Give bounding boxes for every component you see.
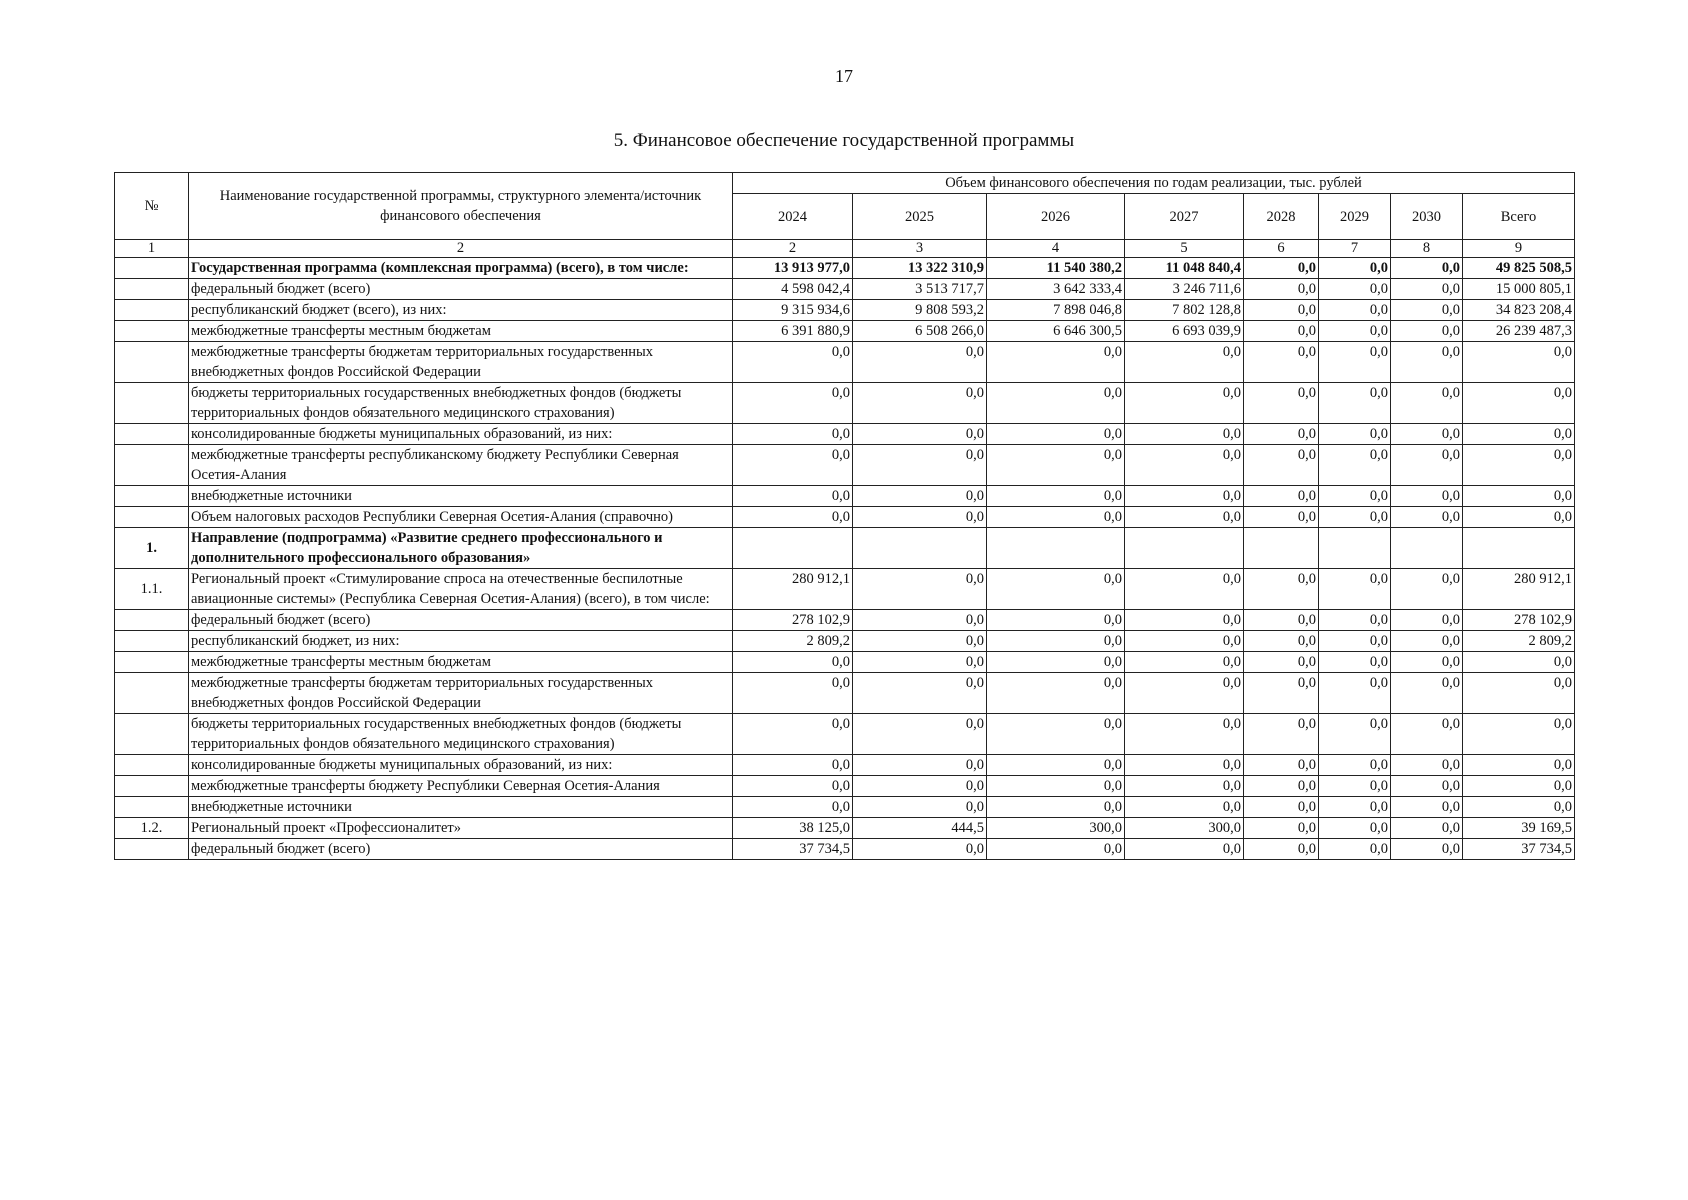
row-value: 0,0 bbox=[1463, 652, 1575, 673]
row-value: 0,0 bbox=[1391, 652, 1463, 673]
row-number bbox=[115, 631, 189, 652]
row-value: 300,0 bbox=[987, 818, 1125, 839]
row-value: 13 913 977,0 bbox=[733, 258, 853, 279]
table-row bbox=[115, 300, 1575, 321]
row-value: 0,0 bbox=[987, 383, 1125, 424]
row-value: 0,0 bbox=[1244, 797, 1319, 818]
row-value: 0,0 bbox=[1463, 776, 1575, 797]
row-value: 278 102,9 bbox=[1463, 610, 1575, 631]
row-name: межбюджетные трансферты бюджетам территориальных государственных внебюджетных фондов Российской Федерации bbox=[189, 673, 733, 714]
header-no: № bbox=[115, 173, 189, 240]
table-row bbox=[115, 424, 1575, 445]
row-number bbox=[115, 424, 189, 445]
row-number: 1.2. bbox=[115, 818, 189, 839]
row-value: 0,0 bbox=[1244, 300, 1319, 321]
row-value bbox=[1244, 528, 1319, 569]
row-name: Государственная программа (комплексная программа) (всего), в том числе: bbox=[189, 258, 733, 279]
row-value: 4 598 042,4 bbox=[733, 279, 853, 300]
row-value: 0,0 bbox=[1463, 797, 1575, 818]
row-value: 0,0 bbox=[1244, 569, 1319, 610]
row-value: 0,0 bbox=[1391, 424, 1463, 445]
row-value: 0,0 bbox=[1244, 507, 1319, 528]
row-value: 0,0 bbox=[1463, 342, 1575, 383]
row-value: 0,0 bbox=[1319, 258, 1391, 279]
row-value: 0,0 bbox=[853, 714, 987, 755]
table-row bbox=[115, 631, 1575, 652]
column-number: 2 bbox=[733, 240, 853, 258]
financing-table bbox=[114, 172, 1575, 860]
table-row bbox=[115, 714, 1575, 755]
header-name: Наименование государственной программы, структурного элемента/источник финансового обеспечения bbox=[189, 173, 733, 240]
table-row bbox=[115, 486, 1575, 507]
row-value: 26 239 487,3 bbox=[1463, 321, 1575, 342]
row-value: 3 246 711,6 bbox=[1125, 279, 1244, 300]
row-value: 0,0 bbox=[853, 673, 987, 714]
column-number: 7 bbox=[1319, 240, 1391, 258]
row-value: 0,0 bbox=[733, 755, 853, 776]
row-value: 0,0 bbox=[1391, 486, 1463, 507]
row-value: 0,0 bbox=[733, 714, 853, 755]
row-value: 0,0 bbox=[1244, 279, 1319, 300]
row-name: Объем налоговых расходов Республики Северная Осетия-Алания (справочно) bbox=[189, 507, 733, 528]
row-value: 0,0 bbox=[987, 776, 1125, 797]
row-value: 0,0 bbox=[1125, 610, 1244, 631]
row-value: 0,0 bbox=[733, 652, 853, 673]
row-value: 6 693 039,9 bbox=[1125, 321, 1244, 342]
row-value: 0,0 bbox=[853, 839, 987, 860]
row-number bbox=[115, 300, 189, 321]
table-row bbox=[115, 839, 1575, 860]
row-value: 0,0 bbox=[987, 507, 1125, 528]
row-number bbox=[115, 776, 189, 797]
row-value: 0,0 bbox=[1463, 507, 1575, 528]
table-row bbox=[115, 279, 1575, 300]
row-value: 0,0 bbox=[853, 569, 987, 610]
column-number: 1 bbox=[115, 240, 189, 258]
row-name: бюджеты территориальных государственных внебюджетных фондов (бюджеты территориальных фондов обязательного медицинского страхования) bbox=[189, 383, 733, 424]
row-name: Направление (подпрограмма) «Развитие среднего профессионального и дополнительного профессионального образования» bbox=[189, 528, 733, 569]
row-name: федеральный бюджет (всего) bbox=[189, 610, 733, 631]
row-value: 0,0 bbox=[1244, 342, 1319, 383]
row-value: 0,0 bbox=[1244, 610, 1319, 631]
row-value: 0,0 bbox=[1463, 383, 1575, 424]
row-number bbox=[115, 321, 189, 342]
row-value: 9 315 934,6 bbox=[733, 300, 853, 321]
header-year: 2030 bbox=[1391, 194, 1463, 240]
row-value: 0,0 bbox=[1319, 714, 1391, 755]
row-value: 0,0 bbox=[853, 797, 987, 818]
row-value: 0,0 bbox=[1391, 776, 1463, 797]
page-title: 5. Финансовое обеспечение государственной программы bbox=[613, 130, 1075, 151]
row-value: 0,0 bbox=[987, 652, 1125, 673]
row-value: 0,0 bbox=[1391, 445, 1463, 486]
row-number bbox=[115, 383, 189, 424]
row-value: 0,0 bbox=[853, 507, 987, 528]
row-value: 0,0 bbox=[1125, 652, 1244, 673]
row-value: 0,0 bbox=[733, 673, 853, 714]
row-value: 6 646 300,5 bbox=[987, 321, 1125, 342]
row-value: 0,0 bbox=[1391, 755, 1463, 776]
row-value: 0,0 bbox=[853, 776, 987, 797]
row-value: 0,0 bbox=[853, 755, 987, 776]
row-value: 0,0 bbox=[1125, 776, 1244, 797]
column-number: 9 bbox=[1463, 240, 1575, 258]
row-value: 0,0 bbox=[1319, 300, 1391, 321]
row-value: 0,0 bbox=[1319, 424, 1391, 445]
row-number bbox=[115, 486, 189, 507]
row-value: 0,0 bbox=[1391, 714, 1463, 755]
row-value: 0,0 bbox=[1244, 652, 1319, 673]
column-number: 6 bbox=[1244, 240, 1319, 258]
row-value: 0,0 bbox=[1319, 797, 1391, 818]
header-year: 2028 bbox=[1244, 194, 1319, 240]
row-value: 0,0 bbox=[1125, 424, 1244, 445]
row-value bbox=[1391, 528, 1463, 569]
row-number bbox=[115, 839, 189, 860]
row-value: 0,0 bbox=[1244, 714, 1319, 755]
row-value: 0,0 bbox=[853, 652, 987, 673]
row-value: 49 825 508,5 bbox=[1463, 258, 1575, 279]
row-name: федеральный бюджет (всего) bbox=[189, 279, 733, 300]
row-value: 0,0 bbox=[1319, 631, 1391, 652]
row-value: 0,0 bbox=[1391, 321, 1463, 342]
row-value: 39 169,5 bbox=[1463, 818, 1575, 839]
row-value: 0,0 bbox=[987, 673, 1125, 714]
row-value: 278 102,9 bbox=[733, 610, 853, 631]
row-value: 0,0 bbox=[1319, 569, 1391, 610]
table-row bbox=[115, 652, 1575, 673]
row-number bbox=[115, 797, 189, 818]
column-number: 8 bbox=[1391, 240, 1463, 258]
row-value: 0,0 bbox=[1391, 673, 1463, 714]
row-value: 0,0 bbox=[1244, 755, 1319, 776]
row-value: 0,0 bbox=[1125, 486, 1244, 507]
table-row bbox=[115, 776, 1575, 797]
row-name: бюджеты территориальных государственных внебюджетных фондов (бюджеты территориальных фондов обязательного медицинского страхования) bbox=[189, 714, 733, 755]
row-value: 0,0 bbox=[1391, 797, 1463, 818]
row-value: 3 642 333,4 bbox=[987, 279, 1125, 300]
row-value: 6 391 880,9 bbox=[733, 321, 853, 342]
header-year: 2029 bbox=[1319, 194, 1391, 240]
row-value: 0,0 bbox=[1319, 383, 1391, 424]
row-value: 0,0 bbox=[1391, 818, 1463, 839]
row-value: 0,0 bbox=[987, 755, 1125, 776]
row-value: 0,0 bbox=[1244, 383, 1319, 424]
row-value: 0,0 bbox=[1391, 569, 1463, 610]
row-value: 0,0 bbox=[1125, 631, 1244, 652]
row-value: 13 322 310,9 bbox=[853, 258, 987, 279]
row-value: 0,0 bbox=[1463, 673, 1575, 714]
row-value bbox=[853, 528, 987, 569]
row-value: 0,0 bbox=[1125, 445, 1244, 486]
row-value: 15 000 805,1 bbox=[1463, 279, 1575, 300]
row-value: 0,0 bbox=[853, 445, 987, 486]
row-value: 0,0 bbox=[1244, 776, 1319, 797]
row-value: 0,0 bbox=[1125, 839, 1244, 860]
row-value: 6 508 266,0 bbox=[853, 321, 987, 342]
row-name: межбюджетные трансферты бюджету Республики Северная Осетия-Алания bbox=[189, 776, 733, 797]
table-row bbox=[115, 321, 1575, 342]
row-value bbox=[1125, 528, 1244, 569]
row-value: 0,0 bbox=[733, 383, 853, 424]
table-row bbox=[115, 445, 1575, 486]
row-name: межбюджетные трансферты местным бюджетам bbox=[189, 321, 733, 342]
row-value: 0,0 bbox=[1125, 797, 1244, 818]
row-value: 0,0 bbox=[853, 631, 987, 652]
table-row bbox=[115, 258, 1575, 279]
row-value: 0,0 bbox=[1391, 342, 1463, 383]
table-row bbox=[115, 342, 1575, 383]
row-value: 0,0 bbox=[853, 342, 987, 383]
row-value: 0,0 bbox=[987, 839, 1125, 860]
row-value: 0,0 bbox=[1319, 507, 1391, 528]
row-name: консолидированные бюджеты муниципальных образований, из них: bbox=[189, 424, 733, 445]
table-row bbox=[115, 610, 1575, 631]
row-value: 0,0 bbox=[987, 424, 1125, 445]
row-value: 11 048 840,4 bbox=[1125, 258, 1244, 279]
table-body bbox=[115, 258, 1575, 860]
row-number bbox=[115, 445, 189, 486]
row-value: 0,0 bbox=[1391, 507, 1463, 528]
table-row bbox=[115, 818, 1575, 839]
row-value: 0,0 bbox=[1244, 258, 1319, 279]
row-value: 0,0 bbox=[1125, 569, 1244, 610]
header-year: 2026 bbox=[987, 194, 1125, 240]
row-number bbox=[115, 755, 189, 776]
row-value: 0,0 bbox=[1244, 839, 1319, 860]
row-value: 300,0 bbox=[1125, 818, 1244, 839]
row-value: 0,0 bbox=[1125, 673, 1244, 714]
row-number bbox=[115, 652, 189, 673]
row-name: консолидированные бюджеты муниципальных образований, из них: bbox=[189, 755, 733, 776]
row-number: 1.1. bbox=[115, 569, 189, 610]
row-value: 0,0 bbox=[1244, 424, 1319, 445]
row-value: 0,0 bbox=[1391, 383, 1463, 424]
row-value: 0,0 bbox=[853, 424, 987, 445]
row-value: 0,0 bbox=[1463, 714, 1575, 755]
table-header bbox=[115, 173, 1575, 258]
financing-table-wrapper bbox=[114, 172, 1574, 860]
row-number bbox=[115, 714, 189, 755]
row-value: 0,0 bbox=[1125, 507, 1244, 528]
page-number: 17 bbox=[835, 66, 853, 86]
row-name: Региональный проект «Стимулирование спроса на отечественные беспилотные авиационные системы» (Республика Северная Осетия-Алания) (всего), в том числе: bbox=[189, 569, 733, 610]
row-value: 0,0 bbox=[733, 424, 853, 445]
row-value: 0,0 bbox=[987, 797, 1125, 818]
table-row bbox=[115, 673, 1575, 714]
row-value: 0,0 bbox=[1244, 321, 1319, 342]
row-value: 37 734,5 bbox=[733, 839, 853, 860]
row-value: 0,0 bbox=[1125, 755, 1244, 776]
row-value: 0,0 bbox=[1391, 631, 1463, 652]
row-value: 0,0 bbox=[1319, 321, 1391, 342]
row-value: 0,0 bbox=[1319, 776, 1391, 797]
row-name: межбюджетные трансферты бюджетам территориальных государственных внебюджетных фондов Российской Федерации bbox=[189, 342, 733, 383]
table-row bbox=[115, 528, 1575, 569]
header-volume: Объем финансового обеспечения по годам реализации, тыс. рублей bbox=[733, 173, 1575, 194]
row-value: 0,0 bbox=[1244, 631, 1319, 652]
row-value: 0,0 bbox=[1244, 445, 1319, 486]
row-value: 0,0 bbox=[1244, 818, 1319, 839]
row-value: 0,0 bbox=[1319, 279, 1391, 300]
row-value: 2 809,2 bbox=[1463, 631, 1575, 652]
row-value: 7 802 128,8 bbox=[1125, 300, 1244, 321]
row-value: 0,0 bbox=[1463, 445, 1575, 486]
row-value: 0,0 bbox=[1319, 818, 1391, 839]
row-value: 0,0 bbox=[853, 383, 987, 424]
row-value: 0,0 bbox=[987, 631, 1125, 652]
row-value bbox=[733, 528, 853, 569]
header-year: Всего bbox=[1463, 194, 1575, 240]
row-value: 11 540 380,2 bbox=[987, 258, 1125, 279]
row-name: республиканский бюджет, из них: bbox=[189, 631, 733, 652]
row-name: федеральный бюджет (всего) bbox=[189, 839, 733, 860]
row-number bbox=[115, 258, 189, 279]
row-value: 0,0 bbox=[1319, 652, 1391, 673]
row-name: межбюджетные трансферты местным бюджетам bbox=[189, 652, 733, 673]
row-number: 1. bbox=[115, 528, 189, 569]
row-name: межбюджетные трансферты республиканскому бюджету Республики Северная Осетия-Алания bbox=[189, 445, 733, 486]
row-value: 0,0 bbox=[1319, 342, 1391, 383]
row-value: 0,0 bbox=[733, 507, 853, 528]
row-value: 0,0 bbox=[1125, 342, 1244, 383]
header-year: 2024 bbox=[733, 194, 853, 240]
column-number: 2 bbox=[189, 240, 733, 258]
column-number: 3 bbox=[853, 240, 987, 258]
row-value: 0,0 bbox=[987, 342, 1125, 383]
row-value: 34 823 208,4 bbox=[1463, 300, 1575, 321]
column-number: 4 bbox=[987, 240, 1125, 258]
row-value: 37 734,5 bbox=[1463, 839, 1575, 860]
row-value: 0,0 bbox=[733, 445, 853, 486]
row-value: 3 513 717,7 bbox=[853, 279, 987, 300]
row-value: 0,0 bbox=[987, 569, 1125, 610]
row-value: 0,0 bbox=[1391, 279, 1463, 300]
header-year: 2027 bbox=[1125, 194, 1244, 240]
row-value: 0,0 bbox=[1319, 673, 1391, 714]
row-value: 280 912,1 bbox=[1463, 569, 1575, 610]
row-value: 0,0 bbox=[1463, 486, 1575, 507]
row-number bbox=[115, 507, 189, 528]
row-number bbox=[115, 279, 189, 300]
row-value: 0,0 bbox=[1319, 755, 1391, 776]
row-value: 0,0 bbox=[1391, 839, 1463, 860]
row-value: 0,0 bbox=[987, 610, 1125, 631]
row-value: 0,0 bbox=[1391, 300, 1463, 321]
table-row bbox=[115, 797, 1575, 818]
row-value: 0,0 bbox=[1319, 839, 1391, 860]
row-name: Региональный проект «Профессионалитет» bbox=[189, 818, 733, 839]
row-value: 0,0 bbox=[1319, 445, 1391, 486]
row-value: 0,0 bbox=[733, 776, 853, 797]
row-value: 0,0 bbox=[1244, 486, 1319, 507]
row-name: внебюджетные источники bbox=[189, 486, 733, 507]
column-number: 5 bbox=[1125, 240, 1244, 258]
row-value: 0,0 bbox=[1244, 673, 1319, 714]
table-row bbox=[115, 383, 1575, 424]
row-value bbox=[1463, 528, 1575, 569]
row-value: 0,0 bbox=[1463, 755, 1575, 776]
table-row bbox=[115, 569, 1575, 610]
row-value: 0,0 bbox=[1125, 714, 1244, 755]
row-value: 38 125,0 bbox=[733, 818, 853, 839]
header-year: 2025 bbox=[853, 194, 987, 240]
row-value: 0,0 bbox=[1391, 258, 1463, 279]
row-value: 0,0 bbox=[1125, 383, 1244, 424]
row-value: 0,0 bbox=[1391, 610, 1463, 631]
row-number bbox=[115, 673, 189, 714]
row-value: 9 808 593,2 bbox=[853, 300, 987, 321]
row-name: внебюджетные источники bbox=[189, 797, 733, 818]
row-value: 0,0 bbox=[853, 610, 987, 631]
table-row bbox=[115, 507, 1575, 528]
row-value: 0,0 bbox=[1319, 610, 1391, 631]
row-value bbox=[987, 528, 1125, 569]
row-number bbox=[115, 342, 189, 383]
row-value: 444,5 bbox=[853, 818, 987, 839]
row-value: 280 912,1 bbox=[733, 569, 853, 610]
row-value: 0,0 bbox=[1319, 486, 1391, 507]
row-value: 0,0 bbox=[987, 445, 1125, 486]
row-value: 0,0 bbox=[987, 714, 1125, 755]
row-value: 7 898 046,8 bbox=[987, 300, 1125, 321]
row-number bbox=[115, 610, 189, 631]
table-row bbox=[115, 755, 1575, 776]
row-value: 0,0 bbox=[733, 486, 853, 507]
row-name: республиканский бюджет (всего), из них: bbox=[189, 300, 733, 321]
row-value bbox=[1319, 528, 1391, 569]
row-value: 0,0 bbox=[987, 486, 1125, 507]
row-value: 0,0 bbox=[853, 486, 987, 507]
row-value: 0,0 bbox=[733, 797, 853, 818]
row-value: 0,0 bbox=[733, 342, 853, 383]
row-value: 0,0 bbox=[1463, 424, 1575, 445]
row-value: 2 809,2 bbox=[733, 631, 853, 652]
